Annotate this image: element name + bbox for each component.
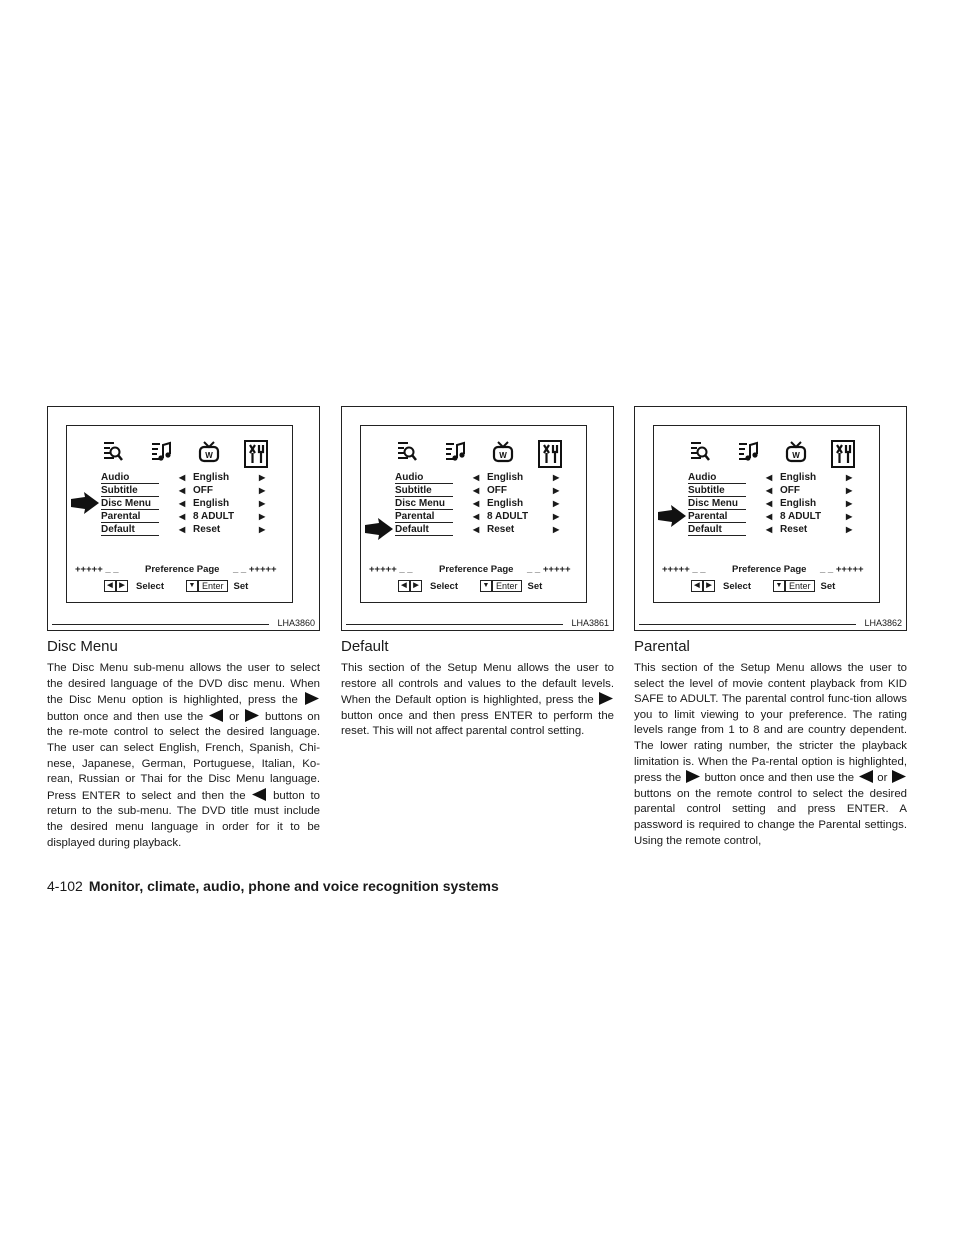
figure-code: LHA3860: [277, 618, 315, 628]
figure-default: [341, 406, 614, 631]
left-arrow-icon: ◀: [179, 486, 186, 495]
music-note-icon: [444, 440, 466, 464]
menu-icons: [396, 440, 566, 468]
menu-row-label: Default: [101, 524, 135, 535]
left-key-icon: ◀: [398, 580, 410, 592]
left-key-icon: ◀: [104, 580, 116, 592]
paragraph-default: This section of the Setup Menu allows the user to restore all controls and values to the default levels. When the Default option is highlighted, press the button once and then press ENTER to perform the reset. This will not affect parental control setting.: [341, 662, 614, 738]
left-arrow-icon: ◀: [473, 499, 480, 508]
column-disc-menu: [47, 406, 320, 851]
menu-row-default[interactable]: [688, 524, 858, 537]
set-label: Set: [527, 580, 543, 592]
left-arrow-icon: ◀: [179, 512, 186, 521]
left-arrow-icon: ◀: [766, 512, 773, 521]
menu-row-value: English: [487, 472, 524, 483]
figure-divider: [639, 624, 856, 625]
figure-code: LHA3862: [864, 618, 902, 628]
menu-row-value: Reset: [487, 524, 515, 535]
right-arrow-icon: ▶: [553, 512, 560, 521]
right-arrow-icon: [891, 770, 907, 783]
set-label: Set: [820, 580, 836, 592]
svg-text:W: W: [205, 451, 213, 460]
menu-row-underline: [101, 535, 159, 536]
menu-row-value: Reset: [193, 524, 221, 535]
menu-row-disc-menu[interactable]: [395, 498, 565, 511]
menu-row-default[interactable]: [395, 524, 565, 537]
menu-row-value: English: [780, 498, 817, 509]
menu-row-underline: [395, 483, 453, 484]
menu-row-subtitle[interactable]: [395, 485, 565, 498]
svg-text:W: W: [499, 451, 507, 460]
menu-row-underline: [688, 522, 746, 523]
menu-row-value: OFF: [193, 485, 213, 496]
menu-row-underline: [395, 509, 453, 510]
menu-row-label: Subtitle: [688, 485, 725, 496]
paragraph-disc-menu: The Disc Menu sub-menu allows the user to select the desired language of the DVD disc menu. When the Disc Menu option is highlighted, press the button once and then use the or buttons on the re-mote control to select the desired language. The user can select English, French, Spanish, Chi-nese, Japanese, German, Portuguese, Italian, Ko-rean, Russian or Thai for the Disc Menu language. Press ENTER to select and then the button to return to the sub-menu. The DVD title must include the desired menu language in order for it to be displayed during playback.: [47, 662, 320, 849]
menu-row-value: Reset: [780, 524, 808, 535]
menu-row-underline: [101, 522, 159, 523]
menu-row-underline: [101, 483, 159, 484]
right-arrow-icon: ▶: [846, 512, 853, 521]
music-note-icon: [737, 440, 759, 464]
left-key-icon: ◀: [691, 580, 703, 592]
menu-row-label: Parental: [101, 511, 141, 522]
menu-row-audio[interactable]: [688, 472, 858, 485]
heading-disc-menu: Disc Menu: [47, 638, 118, 655]
tools-icon: [244, 440, 268, 468]
right-arrow-icon: ▶: [259, 525, 266, 534]
select-label: Select: [136, 580, 164, 592]
menu-row-underline: [395, 496, 453, 497]
svg-text:W: W: [792, 451, 800, 460]
tv-icon: [198, 440, 220, 464]
music-note-icon: [150, 440, 172, 464]
menu-row-label: Default: [395, 524, 429, 535]
menu-row-parental[interactable]: [688, 511, 858, 524]
menu-row-label: Audio: [688, 472, 717, 483]
menu-row-default[interactable]: [101, 524, 271, 537]
figure-code: LHA3861: [571, 618, 609, 628]
right-arrow-icon: [685, 770, 701, 783]
left-arrow-icon: ◀: [179, 473, 186, 482]
control-hints: [104, 580, 284, 594]
left-arrow-icon: [858, 770, 874, 783]
menu-row-underline: [101, 496, 159, 497]
menu-row-audio[interactable]: [395, 472, 565, 485]
select-label: Select: [430, 580, 458, 592]
right-arrow-icon: [304, 692, 320, 705]
menu-row-value: 8 ADULT: [193, 511, 235, 522]
right-arrow-icon: ▶: [259, 473, 266, 482]
tools-icon: [831, 440, 855, 468]
menu-row-subtitle[interactable]: [101, 485, 271, 498]
menu-row-subtitle[interactable]: [688, 485, 858, 498]
menu-row-value: OFF: [487, 485, 507, 496]
left-arrow-icon: ◀: [473, 512, 480, 521]
menu-row-parental[interactable]: [101, 511, 271, 524]
left-arrow-icon: ◀: [766, 525, 773, 534]
control-hints: [398, 580, 578, 594]
menu-row-value: English: [193, 472, 230, 483]
setup-menu-screen: W Audio ◀ English ▶ Subtitle ◀ OFF ▶ Disc Menu ◀ English ▶ Parental ◀ 8 ADULT ▶ Default ◀ Reset ▶ +++++ _ _ Preference Page _ _ +++++ ◀ ▶ Select ▼ Enter Set: [360, 425, 587, 603]
menu-row-disc-menu[interactable]: [101, 498, 271, 511]
page-number: 4-102: [47, 878, 83, 894]
column-parental: [634, 406, 907, 849]
heading-default: Default: [341, 638, 389, 655]
set-label: Set: [233, 580, 249, 592]
paragraph-parental: This section of the Setup Menu allows the user to select the level of movie content playback from KID SAFE to ADULT. The parental control func-tion allows you to limit viewing to your preference. The rating levels range from 1 to 8 and are country dependent. The lower rating number, the stricter the playback limitation is. When the Pa-rental option is highlighted, press the button once and then use the or buttons on the remote control to select the desired parental control setting and press ENTER. A password is required to change the Parental settings. Using the remote control,: [634, 662, 907, 847]
menu-icons: [102, 440, 272, 468]
left-arrow-icon: ◀: [473, 486, 480, 495]
menu-row-label: Parental: [395, 511, 435, 522]
footer-title: Monitor, climate, audio, phone and voice recognition systems: [88, 878, 499, 894]
menu-row-underline: [395, 522, 453, 523]
right-arrow-icon: ▶: [846, 486, 853, 495]
menu-row-label: Disc Menu: [395, 498, 446, 509]
figure-divider: [346, 624, 563, 625]
figure-parental: [634, 406, 907, 631]
menu-row-underline: [688, 535, 746, 536]
menu-icons: [689, 440, 859, 468]
left-arrow-icon: ◀: [766, 486, 773, 495]
menu-row-value: English: [487, 498, 524, 509]
left-arrow-icon: [251, 788, 267, 801]
right-arrow-icon: ▶: [846, 499, 853, 508]
tv-icon: [785, 440, 807, 464]
enter-key: Enter: [785, 580, 815, 592]
right-key-icon: ▶: [703, 580, 715, 592]
right-arrow-icon: ▶: [553, 525, 560, 534]
right-arrow-icon: [598, 692, 614, 705]
menu-row-value: 8 ADULT: [487, 511, 529, 522]
tools-icon: [538, 440, 562, 468]
right-arrow-icon: ▶: [846, 525, 853, 534]
figure-divider: [52, 624, 269, 625]
highlight-pointer-arrow-icon: [71, 492, 99, 514]
left-arrow-icon: ◀: [766, 473, 773, 482]
menu-row-value: English: [780, 472, 817, 483]
left-arrow-icon: ◀: [473, 525, 480, 534]
menu-row-underline: [688, 509, 746, 510]
left-arrow-icon: ◀: [473, 473, 480, 482]
menu-row-value: 8 ADULT: [780, 511, 822, 522]
column-default: [341, 406, 614, 740]
menu-row-underline: [688, 483, 746, 484]
menu-row-disc-menu[interactable]: [688, 498, 858, 511]
page-footer: [47, 878, 499, 894]
menu-row-label: Default: [688, 524, 722, 535]
down-key-icon: ▼: [480, 580, 492, 592]
right-arrow-icon: ▶: [259, 486, 266, 495]
select-label: Select: [723, 580, 751, 592]
right-arrow-icon: ▶: [259, 499, 266, 508]
menu-row-value: OFF: [780, 485, 800, 496]
highlight-pointer-arrow-icon: [365, 518, 393, 540]
enter-key: Enter: [198, 580, 228, 592]
left-arrow-icon: ◀: [179, 525, 186, 534]
menu-row-label: Disc Menu: [688, 498, 739, 509]
down-key-icon: ▼: [186, 580, 198, 592]
tv-icon: [492, 440, 514, 464]
figure-disc-menu: [47, 406, 320, 631]
right-arrow-icon: ▶: [553, 499, 560, 508]
menu-row-underline: [101, 509, 159, 510]
setup-menu-screen: W Audio ◀ English ▶ Subtitle ◀ OFF ▶ Disc Menu ◀ English ▶ Parental ◀ 8 ADULT ▶ Default ◀ Reset ▶ +++++ _ _ Preference Page _ _ +++++ ◀ ▶ Select ▼ Enter Set: [653, 425, 880, 603]
right-key-icon: ▶: [116, 580, 128, 592]
right-arrow-icon: ▶: [846, 473, 853, 482]
right-arrow-icon: [244, 709, 260, 722]
menu-row-value: English: [193, 498, 230, 509]
menu-row-label: Audio: [101, 472, 130, 483]
highlight-pointer-arrow-icon: [658, 505, 686, 527]
search-icon: [689, 440, 711, 464]
right-arrow-icon: ▶: [553, 473, 560, 482]
menu-row-underline: [688, 496, 746, 497]
menu-row-label: Disc Menu: [101, 498, 152, 509]
right-arrow-icon: ▶: [259, 512, 266, 521]
setup-menu-screen: W Audio ◀ English ▶ Subtitle ◀ OFF ▶ Disc Menu ◀ English ▶ Parental ◀ 8 ADULT ▶ Default ◀ Reset ▶ +++++ _ _ Preference Page _ _ +++++ ◀ ▶ Select ▼ Enter Set: [66, 425, 293, 603]
enter-key: Enter: [492, 580, 522, 592]
left-arrow-icon: ◀: [766, 499, 773, 508]
right-key-icon: ▶: [410, 580, 422, 592]
right-arrow-icon: ▶: [553, 486, 560, 495]
search-icon: [396, 440, 418, 464]
menu-row-underline: [395, 535, 453, 536]
menu-row-label: Parental: [688, 511, 728, 522]
menu-row-parental[interactable]: [395, 511, 565, 524]
menu-row-label: Subtitle: [395, 485, 432, 496]
left-arrow-icon: [208, 709, 224, 722]
down-key-icon: ▼: [773, 580, 785, 592]
menu-row-label: Audio: [395, 472, 424, 483]
control-hints: [691, 580, 871, 594]
left-arrow-icon: ◀: [179, 499, 186, 508]
menu-row-label: Subtitle: [101, 485, 138, 496]
heading-parental: Parental: [634, 638, 690, 655]
search-icon: [102, 440, 124, 464]
menu-row-audio[interactable]: [101, 472, 271, 485]
